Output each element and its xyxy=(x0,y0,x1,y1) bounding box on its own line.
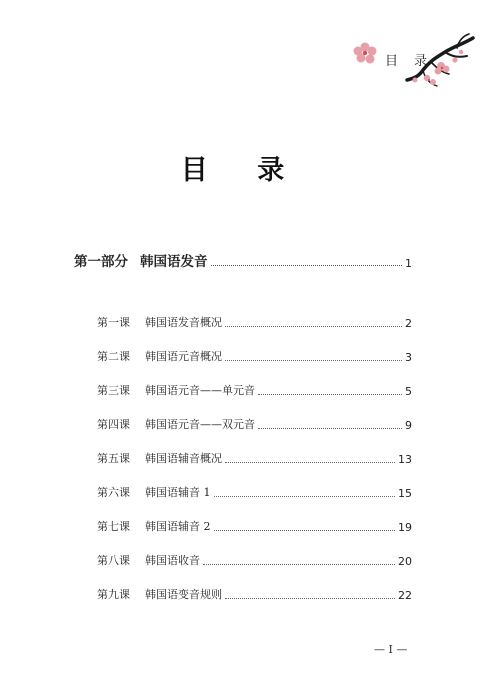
lesson-name: 韩国语辅音 2 xyxy=(145,520,211,533)
lesson-number: 第一课 xyxy=(97,316,130,329)
dot-leader xyxy=(225,462,395,463)
dot-leader xyxy=(258,394,402,395)
lesson-number: 第六课 xyxy=(97,486,130,499)
toc-lesson-entry[interactable] xyxy=(97,534,412,568)
dot-leader xyxy=(225,360,402,361)
toc-lesson-list xyxy=(97,296,412,602)
dot-leader xyxy=(258,428,402,429)
part-page-number: 1 xyxy=(405,257,412,270)
lesson-page-number: 3 xyxy=(405,351,412,364)
lesson-name: 韩国语辅音概况 xyxy=(145,452,222,465)
dot-leader xyxy=(214,530,396,531)
lesson-number: 第三课 xyxy=(97,384,130,397)
lesson-page-number: 9 xyxy=(405,419,412,432)
lesson-page-number: 13 xyxy=(398,453,412,466)
lesson-number: 第七课 xyxy=(97,520,130,533)
toc-lesson-entry[interactable] xyxy=(97,432,412,466)
dot-leader xyxy=(214,496,396,497)
toc-part-entry[interactable] xyxy=(74,250,412,270)
footer-page-number: — I — xyxy=(374,643,408,656)
lesson-number: 第四课 xyxy=(97,418,130,431)
lesson-page-number: 5 xyxy=(405,385,412,398)
part-number: 第一部分 xyxy=(74,254,128,270)
lesson-page-number: 20 xyxy=(398,555,412,568)
lesson-name: 韩国语发音概况 xyxy=(145,316,222,329)
lesson-page-number: 2 xyxy=(405,317,412,330)
lesson-page-number: 15 xyxy=(398,487,412,500)
lesson-name: 韩国语元音——单元音 xyxy=(145,384,255,397)
toc-lesson-entry[interactable] xyxy=(97,568,412,602)
dot-leader xyxy=(211,265,403,266)
lesson-page-number: 19 xyxy=(398,521,412,534)
lesson-number: 第八课 xyxy=(97,554,130,567)
lesson-name: 韩国语元音概况 xyxy=(145,350,222,363)
dot-leader xyxy=(225,326,402,327)
lesson-name: 韩国语变音规则 xyxy=(145,588,222,601)
lesson-name: 韩国语收音 xyxy=(145,554,200,567)
lesson-name: 韩国语元音——双元音 xyxy=(145,418,255,431)
toc-lesson-entry[interactable] xyxy=(97,330,412,364)
lesson-name: 韩国语辅音 1 xyxy=(145,486,211,499)
header-section-label: 目 录 xyxy=(385,54,434,69)
toc-lesson-entry[interactable] xyxy=(97,398,412,432)
lesson-number: 第九课 xyxy=(97,588,130,601)
toc-lesson-entry[interactable] xyxy=(97,466,412,500)
page-title: 目 录 xyxy=(180,155,305,186)
lesson-number: 第五课 xyxy=(97,452,130,465)
part-name: 韩国语发音 xyxy=(140,254,208,270)
toc-lesson-entry[interactable] xyxy=(97,296,412,330)
toc-lesson-entry[interactable] xyxy=(97,500,412,534)
lesson-number: 第二课 xyxy=(97,350,130,363)
toc-lesson-entry[interactable] xyxy=(97,364,412,398)
dot-leader xyxy=(225,598,395,599)
dot-leader xyxy=(203,564,395,565)
lesson-page-number: 22 xyxy=(398,589,412,602)
